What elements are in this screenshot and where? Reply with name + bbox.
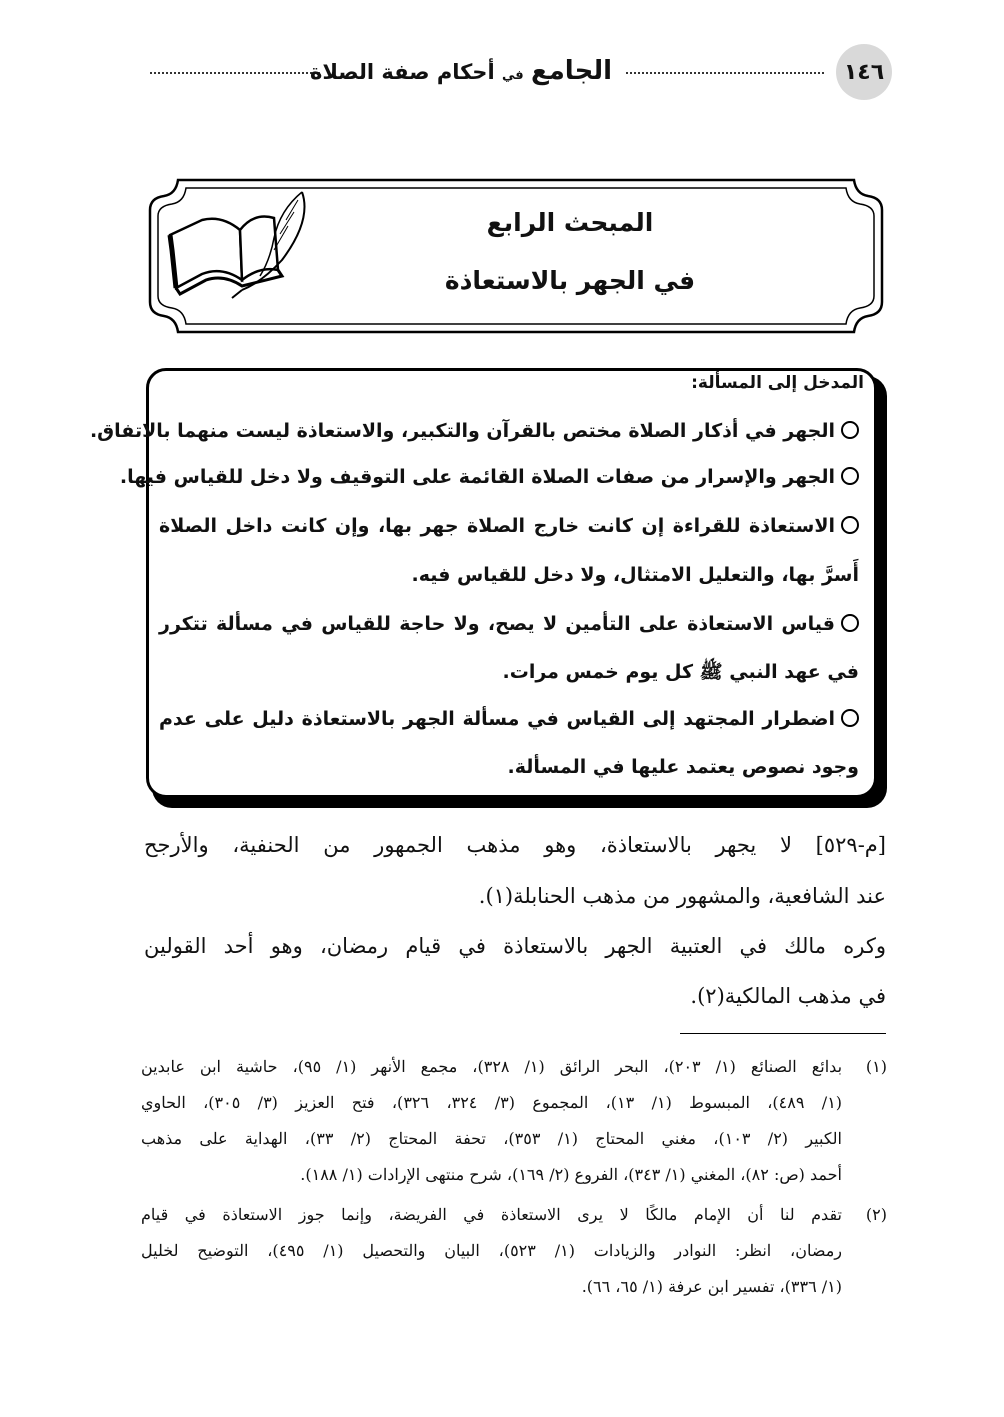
entry-point-5-cont: وجود نصوص يعتمد عليها في المسألة. (507, 756, 859, 778)
book-quill-icon (162, 190, 312, 305)
footnote-2-line: رمضان، انظر: النوادر والزيادات (١/ ٥٢٣)، البيان والتحصيل (١/ ٤٩٥)، التوضيح لخليل (141, 1241, 843, 1260)
footnote-1-line: الكبير (٢/ ١٠٣)، مغني المحتاج (١/ ٣٥٣)، تحفة المحتاج (٢/ ٣٣)، الهداية على مذهب (141, 1129, 842, 1148)
entry-point-5: اضطرار المجتهد إلى القياس في مسألة الجهر بالاستعاذة دليل على عدم (159, 708, 859, 730)
body-paragraph-2-cont: في مذهب المالكية(٢). (690, 984, 886, 1008)
body-paragraph-1-cont: عند الشافعية، والمشهور من مذهب الحنابلة(١). (478, 884, 886, 908)
running-title-main: الجامع (530, 56, 612, 86)
footnote-1-number: (١) (865, 1057, 887, 1076)
entry-point-2: الجهر والإسرار من صفات الصلاة القائمة على التوقيف ولا دخل للقياس فيها. (159, 466, 859, 488)
entry-point-1: الجهر في أذكار الصلاة مختص بالقرآن والتكبير، والاستعاذة ليست منهما بالاتفاق. (159, 420, 859, 442)
running-title-rest: أحكام صفة الصلاة (309, 60, 495, 84)
entry-point-3: الاستعاذة للقراءة إن كانت خارج الصلاة جهر بها، وإن كانت داخل الصلاة (159, 515, 859, 537)
running-title (310, 56, 612, 86)
entry-point-4-cont: في عهد النبي ﷺ كل يوم خمس مرات. (502, 661, 859, 683)
footnote-2-line: تقدم لنا أن الإمام مالكًا لا يرى الاستعاذة في الفريضة، وإنما جوز الاستعاذة في قيام (141, 1205, 842, 1224)
footnote-separator (680, 1033, 886, 1034)
circle-bullet-icon (841, 709, 859, 727)
chapter-title: المبحث الرابع (486, 208, 654, 237)
circle-bullet-icon (841, 421, 859, 439)
footnote-1-line: بدائع الصنائع (١/ ٢٠٣)، البحر الرائق (١/ ٣٢٨)، مجمع الأنهر (١/ ٩٥)، حاشية ابن عابدين (141, 1057, 843, 1076)
footnote-1-line: أحمد (ص: ٨٢)، المغني (١/ ٣٤٣)، الفروع (٢/ ١٦٩)، شرح منتهى الإرادات (١/ ١٨٨). (300, 1165, 842, 1184)
circle-bullet-icon (841, 614, 859, 632)
page-number: ١٤٦ (836, 44, 892, 100)
chapter-subtitle: في الجهر بالاستعاذة (444, 266, 696, 295)
footnote-2-number: (٢) (865, 1205, 887, 1224)
circle-bullet-icon (841, 467, 859, 485)
footnote-1-line: (١/ ٤٨٩)، المبسوط (١/ ١٣)، المجموع (٣/ ٣٢٤، ٣٢٦)، فتح العزيز (٣/ ٣٠٥)، الحاوي (141, 1093, 843, 1112)
body-paragraph-2: وكره مالك في العتبية الجهر بالاستعاذة في قيام رمضان، وهو أحد القولين (144, 934, 886, 958)
entry-heading: المدخل إلى المسألة: (691, 373, 864, 393)
header-dots-left (150, 72, 320, 74)
footnote-2-line: (١/ ٣٣٦)، تفسير ابن عرفة (١/ ٦٥، ٦٦). (581, 1277, 842, 1296)
entry-point-3-cont: أَسرَّ بها، والتعليل الامتثال، ولا دخل للقياس فيه. (411, 564, 859, 586)
header-dots-right (626, 72, 824, 74)
circle-bullet-icon (841, 516, 859, 534)
running-title-joiner: في (501, 68, 524, 83)
entry-point-4: قياس الاستعاذة على التأمين لا يصح، ولا حاجة للقياس في مسألة تتكرر (159, 613, 859, 635)
body-paragraph-1: [م-٥٢٩] لا يجهر بالاستعاذة، وهو مذهب الجمهور من الحنفية، والأرجح (144, 833, 886, 857)
